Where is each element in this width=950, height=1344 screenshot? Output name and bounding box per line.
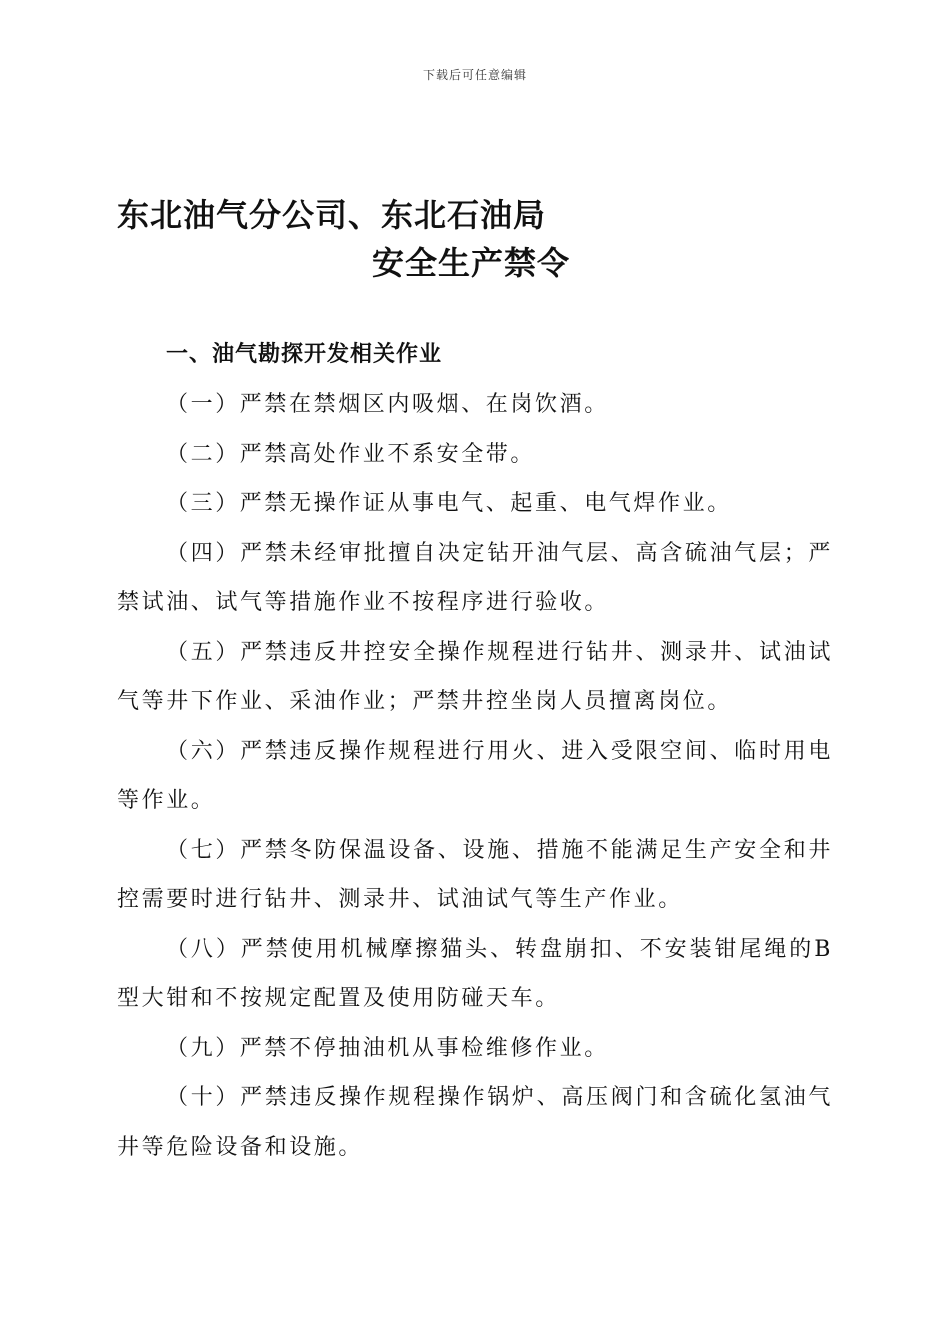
prohibition-item-3: （三）严禁无操作证从事电气、起重、电气焊作业。: [166, 491, 732, 516]
prohibition-item-2: （二）严禁高处作业不系安全带。: [166, 441, 536, 467]
prohibition-item-5: （五）严禁违反井控安全操作规程进行钻井、测录井、试油试气等井下作业、采油作业；严禁井控坐岗人员擅离岗位。: [117, 639, 833, 714]
prohibition-item-9: （九）严禁不停抽油机从事检维修作业。: [166, 1035, 609, 1061]
prohibition-item-6: （六）严禁违反操作规程进行用火、进入受限空间、临时用电等作业。: [117, 738, 833, 813]
prohibition-item-8: （八）严禁使用机械摩擦猫头、转盘崩扣、不安装钳尾绳的B型大钳和不按规定配置及使用防碰天车。: [117, 936, 833, 1011]
prohibition-item-10: （十）严禁违反操作规程操作锅炉、高压阀门和含硫化氢油气井等危险设备和设施。: [117, 1085, 833, 1160]
prohibition-list: [117, 380, 833, 1172]
document-title-line-2: 安全生产禁令: [372, 244, 571, 282]
prohibition-item-1: （一）严禁在禁烟区内吸烟、在岗饮酒。: [166, 392, 609, 417]
section-heading: 一、油气勘探开发相关作业: [166, 341, 443, 367]
document-title-line-1: 东北油气分公司、东北石油局: [117, 196, 547, 234]
prohibition-item-4: （四）严禁未经审批擅自决定钻开油气层、高含硫油气层；严禁试油、试气等措施作业不按程序进行验收。: [117, 540, 833, 615]
prohibition-item-7: （七）严禁冬防保温设备、设施、措施不能满足生产安全和井控需要时进行钻井、测录井、试油试气等生产作业。: [117, 837, 833, 912]
header-note: 下载后可任意编辑: [422, 68, 527, 82]
